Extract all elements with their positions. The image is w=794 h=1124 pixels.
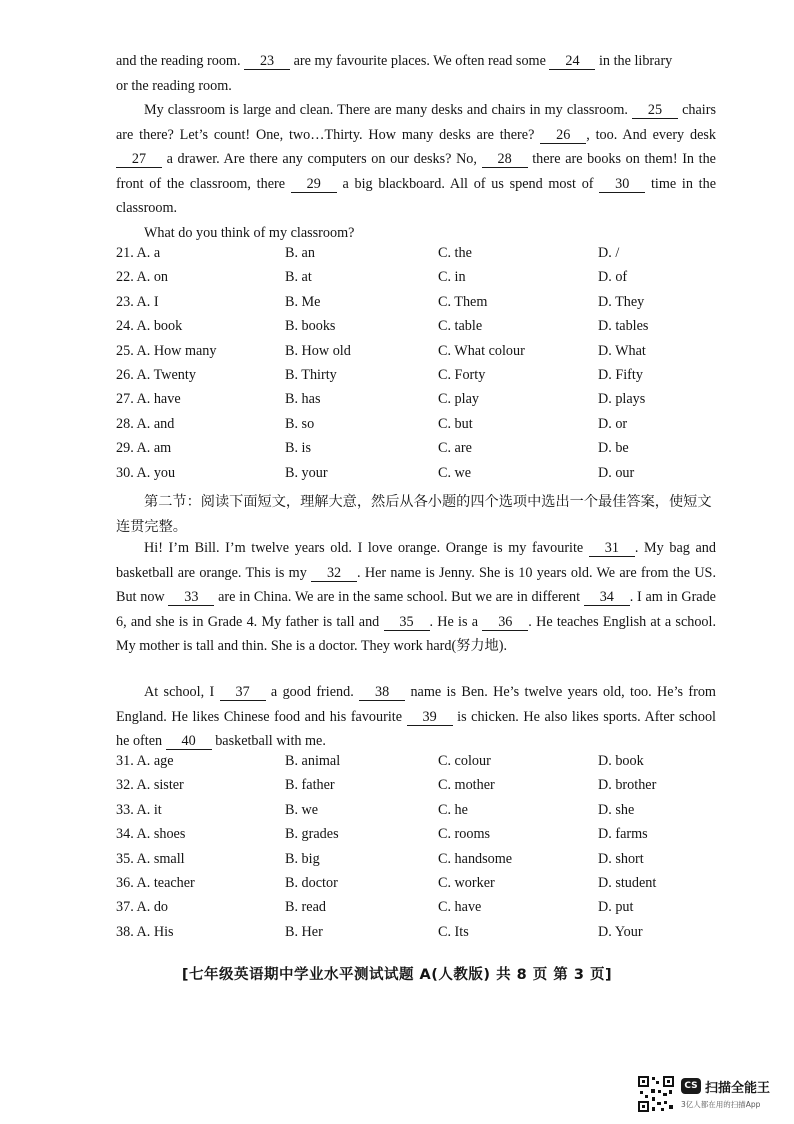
option-a: 24. A. book [116, 318, 183, 335]
option-a: 35. A. small [116, 850, 185, 867]
passage-text: Hi! I’m Bill. I’m twelve years old. I love orange. Orange is my favourite [144, 540, 589, 556]
option-d: D. she [598, 801, 635, 818]
option-c: C. Them [438, 293, 488, 310]
passage-text: . He is a [429, 613, 483, 630]
option-a: 31. A. age [116, 753, 174, 769]
passage-text: , too. And every desk [586, 126, 716, 143]
blank-37: 37 [220, 685, 266, 701]
option-d: D. or [598, 415, 628, 432]
question-row [116, 440, 716, 464]
question-row [116, 367, 716, 391]
question-row [116, 924, 716, 948]
question-row [116, 753, 716, 777]
options-31-38 [116, 753, 716, 948]
passage-text: . He teaches English at a school. My mother is tall and thin. She is a doctor. They work hard(努力地). [116, 613, 717, 655]
option-c: C. we [438, 464, 472, 481]
blank-28: 28 [482, 152, 528, 168]
option-d: D. Fifty [598, 366, 643, 383]
blank-30: 30 [599, 177, 645, 193]
option-b: B. animal [285, 753, 341, 769]
question-row [116, 826, 716, 850]
option-d: D. be [598, 440, 629, 457]
passage-text: a drawer. Are there any computers on our desks? No, [162, 151, 482, 168]
blank-27: 27 [116, 152, 162, 168]
option-a: 29. A. am [116, 440, 172, 457]
option-b: B. doctor [285, 874, 338, 891]
option-c: C. colour [438, 753, 491, 769]
option-c: C. table [438, 318, 483, 335]
blank-40: 40 [166, 734, 212, 750]
question-row [116, 245, 716, 269]
passage-text: . Her name is Jenny. She is 10 years old. We are from the US. But now [116, 564, 716, 606]
option-c: C. in [438, 269, 466, 286]
passage-text: in the library [595, 53, 673, 69]
blank-38: 38 [359, 685, 405, 701]
question-row [116, 802, 716, 826]
blank-33: 33 [168, 590, 214, 606]
option-a: 28. A. and [116, 415, 175, 432]
option-a: 21. A. a [116, 245, 161, 261]
passage1-paragraph2 [116, 98, 716, 221]
option-c: C. have [438, 899, 482, 916]
blank-24: 24 [549, 54, 595, 70]
scanner-tagline: 3亿人都在用的扫描App [681, 1100, 761, 1109]
option-c: C. rooms [438, 826, 491, 843]
passage-text: are my favourite places. We often read some [290, 53, 550, 69]
page-footer: [七年级英语期中学业水平测试试题 A(人教版) 共 8 页 第 3 页] [181, 967, 613, 983]
option-d: D. of [598, 269, 628, 286]
option-b: B. your [285, 464, 328, 481]
option-d: D. our [598, 464, 635, 481]
option-b: B. Thirty [285, 366, 337, 383]
option-c: C. the [438, 245, 472, 261]
passage-text: . My bag and basketball are orange. This is my [116, 540, 716, 581]
blank-34: 34 [584, 590, 630, 606]
option-d: D. What [598, 342, 646, 359]
passage1-line2: or the reading room. [116, 78, 232, 94]
section2-instructions [116, 490, 716, 539]
option-c: C. mother [438, 777, 495, 794]
passage2-paragraph1 [116, 536, 716, 659]
option-a: 37. A. do [116, 899, 169, 916]
question-row [116, 269, 716, 293]
option-d: D. Your [598, 923, 643, 940]
question-row [116, 416, 716, 440]
blank-23: 23 [244, 54, 290, 70]
option-b: B. has [285, 391, 321, 408]
option-d: D. book [598, 753, 644, 769]
passage-text: chairs are there? Let’s count! One, two…Thirty. How many desks are there? [116, 102, 716, 143]
option-b: B. we [285, 801, 319, 818]
option-a: 25. A. How many [116, 342, 217, 359]
option-b: B. books [285, 318, 336, 335]
passage-text: a good friend. [265, 684, 360, 700]
passage-text: a big blackboard. All of us spend most of [336, 175, 600, 192]
option-d: D. brother [598, 777, 657, 794]
question-row [116, 851, 716, 875]
option-c: C. Its [438, 923, 469, 940]
question-row [116, 343, 716, 367]
option-c: C. play [438, 391, 479, 408]
blank-29: 29 [291, 177, 337, 193]
option-b: B. How old [285, 342, 351, 359]
option-a: 33. A. it [116, 801, 162, 818]
option-d: D. They [598, 293, 645, 310]
closing-question: What do you think of my classroom? [144, 225, 355, 241]
option-a: 26. A. Twenty [116, 366, 196, 383]
option-b: B. at [285, 269, 312, 286]
question-row [116, 465, 716, 489]
option-c: C. worker [438, 874, 495, 891]
blank-39: 39 [407, 710, 453, 726]
blank-32: 32 [311, 566, 357, 582]
option-a: 27. A. have [116, 391, 181, 408]
passage-text: basketball with me. [211, 733, 326, 750]
option-c: C. Forty [438, 366, 486, 383]
question-row [116, 391, 716, 415]
option-b: B. read [285, 899, 326, 916]
passage-text: At school, I [144, 684, 220, 700]
option-d: D. plays [598, 391, 646, 408]
qr-code-icon [637, 1075, 675, 1113]
option-d: D. put [598, 899, 634, 916]
question-row [116, 777, 716, 801]
option-b: B. an [285, 245, 315, 261]
option-a: 36. A. teacher [116, 874, 195, 891]
passage1-line1 [116, 49, 716, 74]
option-d: D. student [598, 874, 657, 891]
option-c: C. What colour [438, 342, 525, 359]
blank-26: 26 [540, 128, 586, 144]
option-d: D. short [598, 850, 644, 867]
blank-31: 31 [589, 541, 635, 557]
option-d: D. tables [598, 318, 649, 335]
passage-text: there are books on them! In the front of the classroom, there [116, 151, 716, 192]
option-b: B. is [285, 440, 312, 457]
option-c: C. he [438, 801, 468, 818]
passage-text: name is Ben. He’s twelve years old, too. He’s from England. He likes Chinese food and his favourite [116, 684, 716, 725]
scanner-logo: CS [681, 1078, 701, 1094]
option-c: C. handsome [438, 850, 513, 867]
section2-text: 第二节：阅读下面短文，理解大意，然后从各小题的四个选项中选出一个最佳答案，使短文连贯完整。 [116, 494, 712, 535]
passage1-paragraph3 [116, 221, 716, 246]
option-b: B. big [285, 850, 320, 867]
option-a: 32. A. sister [116, 777, 184, 794]
question-row [116, 318, 716, 342]
passage-text: and the reading room. [116, 53, 245, 69]
passage-text: My classroom is large and clean. There are many desks and chairs in my classroom. [144, 102, 633, 118]
option-b: B. grades [285, 826, 339, 843]
option-b: B. father [285, 777, 335, 794]
blank-25: 25 [632, 103, 678, 119]
option-a: 30. A. you [116, 464, 176, 481]
option-c: C. are [438, 440, 472, 457]
passage-text: time in the classroom. [116, 175, 717, 217]
passage2-paragraph2 [116, 680, 716, 754]
option-a: 38. A. His [116, 923, 174, 940]
option-d: D. farms [598, 826, 648, 843]
passage-text: are in China. We are in the same school. But we are in different [214, 589, 584, 606]
question-row [116, 294, 716, 318]
blank-36: 36 [482, 615, 528, 631]
option-a: 34. A. shoes [116, 826, 186, 843]
option-b: B. so [285, 415, 315, 432]
scanner-app-name: 扫描全能王 [705, 1081, 771, 1096]
option-a: 22. A. on [116, 269, 169, 286]
question-row [116, 875, 716, 899]
passage-text: is chicken. He also likes sports. After school he often [116, 708, 716, 750]
scanner-watermark [637, 1075, 787, 1115]
blank-35: 35 [384, 615, 430, 631]
passage-text: . I am in Grade 6, and she is in Grade 4. My father is tall and [116, 589, 716, 630]
option-b: B. Her [285, 923, 323, 940]
option-d: D. / [598, 245, 620, 261]
question-row [116, 899, 716, 923]
option-a: 23. A. I [116, 293, 159, 310]
options-21-30 [116, 245, 716, 489]
option-b: B. Me [285, 293, 321, 310]
option-c: C. but [438, 415, 473, 432]
